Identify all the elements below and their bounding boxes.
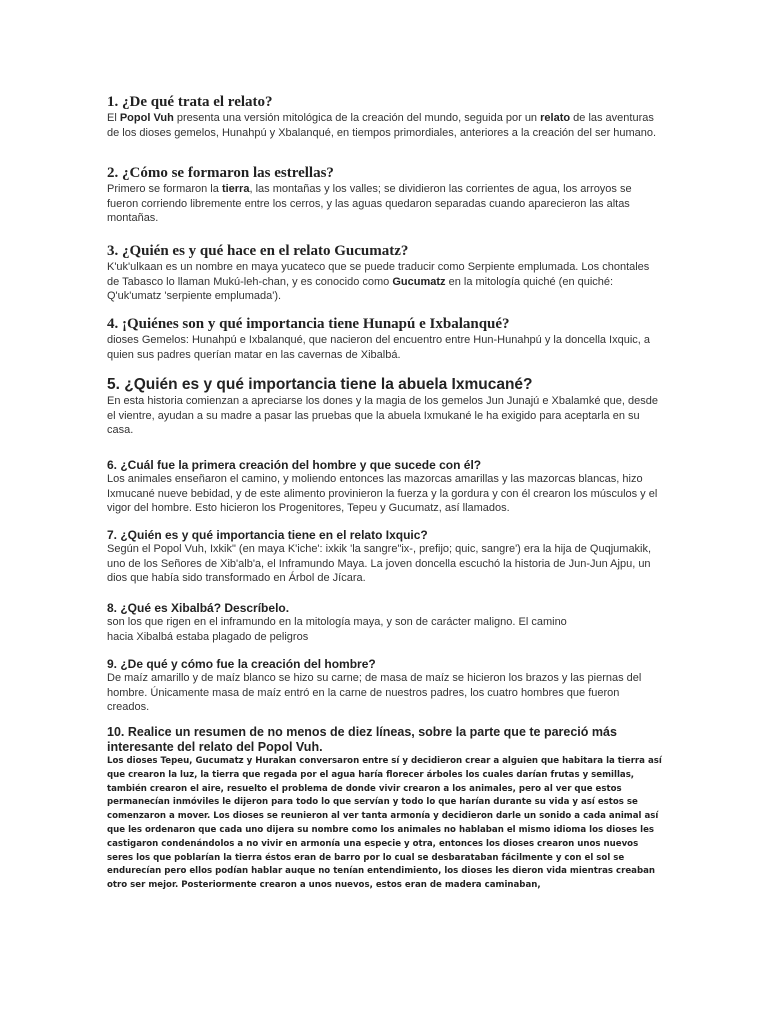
question-8-answer-line-2: hacia Xibalbá estaba plagado de peligros xyxy=(107,630,309,643)
question-10-answer: Los dioses Tepeu, Gucumatz y Hurakan conversaron entre sí y decidieron crear a alguien que habitara la tierra así que crearon la luz, la tierra que regada por el agua haría florecer árboles los cuales darían frutas y semillas, también crearon el aire, resuelto el problema de donde vivir crearon a los animales, pero al ver que estos permanecían inmóviles le dijeron para todo lo que servían y todo lo que harían durante su vida y así estos se comenzaron a mover. Los dioses se reunieron al ver tanta armonía y decidieron darle un sonido a cada animal así que les ordenaron que cada uno dijera su nombre como los animales no hablaban el mismo idioma los dioses les castigaron condenándolos a no vivir en armonía una especie y otra, entonces los dioses crearon unos nuevos seres los que poblarían la tierra éstos eran de barro por lo cual se desbarataban fácilmente y con el sol se endurecían pero ellos podían hablar auque no tenían entendimiento, los dioses les dieron vida mientras creaban otro ser mejor. Posteriormente crearon a unos nuevos, estos eran de madera caminaban, xyxy=(107,756,662,891)
text-run: , las montañas y los valles; se dividieron las corrientes de agua, los arroyos se fueron corriendo libremente entre los cerros, y las aguas quedaron separadas cuando aparecieron las altas montañas. xyxy=(107,183,632,224)
question-5-title: 5. ¿Quién es y qué importancia tiene la abuela Ixmucané? xyxy=(107,376,533,393)
question-4 xyxy=(107,316,662,362)
bold-term: relato xyxy=(540,112,571,124)
bold-term: Gucumatz xyxy=(392,275,446,288)
question-5 xyxy=(107,376,662,438)
question-6 xyxy=(107,458,662,516)
question-6-answer: Los animales enseñaron el camino, y moliendo entonces las mazorcas amarillas y las mazorcas blancas, hizo Ixmucané nueve bebidad, y de este alimento provinieron la fuerza y la gordura y con él crearon los músculos y el vigor del hombre. Esto hicieron los Progenitores, Tepeu y Gucumatz, así llamados. xyxy=(107,473,658,514)
question-9-answer: De maíz amarillo y de maíz blanco se hizo su carne; de masa de maíz se hicieron los brazos y las piernas del hombre. Únicamente masa de maíz entró en la carne de nuestros padres, los cuatro hombres que fueron creados. xyxy=(107,672,642,713)
question-2-answer xyxy=(107,182,662,226)
question-3 xyxy=(107,243,662,304)
text-run: en la mitología quiché (en quiché: Q'uk'umatz 'serpiente emplumada'). xyxy=(107,275,614,302)
text-run: Primero se formaron la xyxy=(107,183,222,195)
question-7-answer: Según el Popol Vuh, Ixkik" (en maya K'iche': ixkik 'la sangre"ix-, prefijo; quic, sangre') era la hija de Quqjumakik, uno de los Señores de Xib'alb'a, el Inframundo Maya. La joven doncella escuchó la historia de Jun-Jun Ajpu, un dios que había sido transformado en Árbol de Jícara. xyxy=(107,543,652,584)
text-run: presenta una versión mitológica de la creación del mundo, seguida por un xyxy=(173,112,541,124)
question-8 xyxy=(107,601,662,644)
question-1-title: 1. ¿De qué trata el relato? xyxy=(107,94,273,110)
question-10-title: 10. Realice un resumen de no menos de diez líneas, sobre la parte que te pareció más interesante del relato del Popol Vuh. xyxy=(107,725,617,754)
question-2-title: 2. ¿Cómo se formaron las estrellas? xyxy=(107,165,334,181)
question-1 xyxy=(107,94,662,140)
question-3-answer xyxy=(107,260,662,304)
question-10 xyxy=(107,725,662,893)
question-8-answer-line-1: son los que rigen en el inframundo en la mitología maya, y son de carácter maligno. El camino xyxy=(107,616,567,628)
text-run: de las aventuras de los dioses gemelos, Hunahpú y Xbalanqué, en tiempos primordiales, anteriores a la creación del ser humano. xyxy=(107,112,657,139)
question-4-title: 4. ¡Quiénes son y qué importancia tiene Hunapú e Ixbalanqué? xyxy=(107,316,510,332)
text-run: K'uk'ulkaan es un nombre en maya yucateco que se puede traducir como Serpiente emplumada. Los chontales de Tabasco lo llaman Mukú-leh-chan, y es conocido como xyxy=(107,261,650,288)
question-1-answer xyxy=(107,111,662,140)
question-9 xyxy=(107,657,662,715)
bold-term: Popol Vuh xyxy=(119,112,174,124)
question-7-title: 7. ¿Quién es y qué importancia tiene en el relato Ixquic? xyxy=(107,528,428,542)
question-5-answer: En esta historia comienzan a apreciarse los dones y la magia de los gemelos Jun Junajú e Xbalamké que, desde el vientre, ayudan a su madre a pasar las pruebas que la abuela Ixmukané le ha exigido para aceptarla en su casa. xyxy=(107,395,658,436)
question-9-title: 9. ¿De qué y cómo fue la creación del hombre? xyxy=(107,657,376,671)
question-3-title: 3. ¿Quién es y qué hace en el relato Gucumatz? xyxy=(107,243,409,259)
bold-term: tierra xyxy=(221,183,250,195)
question-6-title: 6. ¿Cuál fue la primera creación del hombre y que sucede con él? xyxy=(107,458,482,472)
question-8-title: 8. ¿Qué es Xibalbá? Descríbelo. xyxy=(107,601,290,615)
text-run: El xyxy=(107,112,120,124)
question-2 xyxy=(107,165,662,226)
question-7 xyxy=(107,528,662,586)
question-4-answer: dioses Gemelos: Hunahpú e Ixbalanqué, que nacieron del encuentro entre Hun-Hunahpú y la doncella Ixquic, a quien sus padres querían matar en las cavernas de Xibalbá. xyxy=(107,334,651,361)
